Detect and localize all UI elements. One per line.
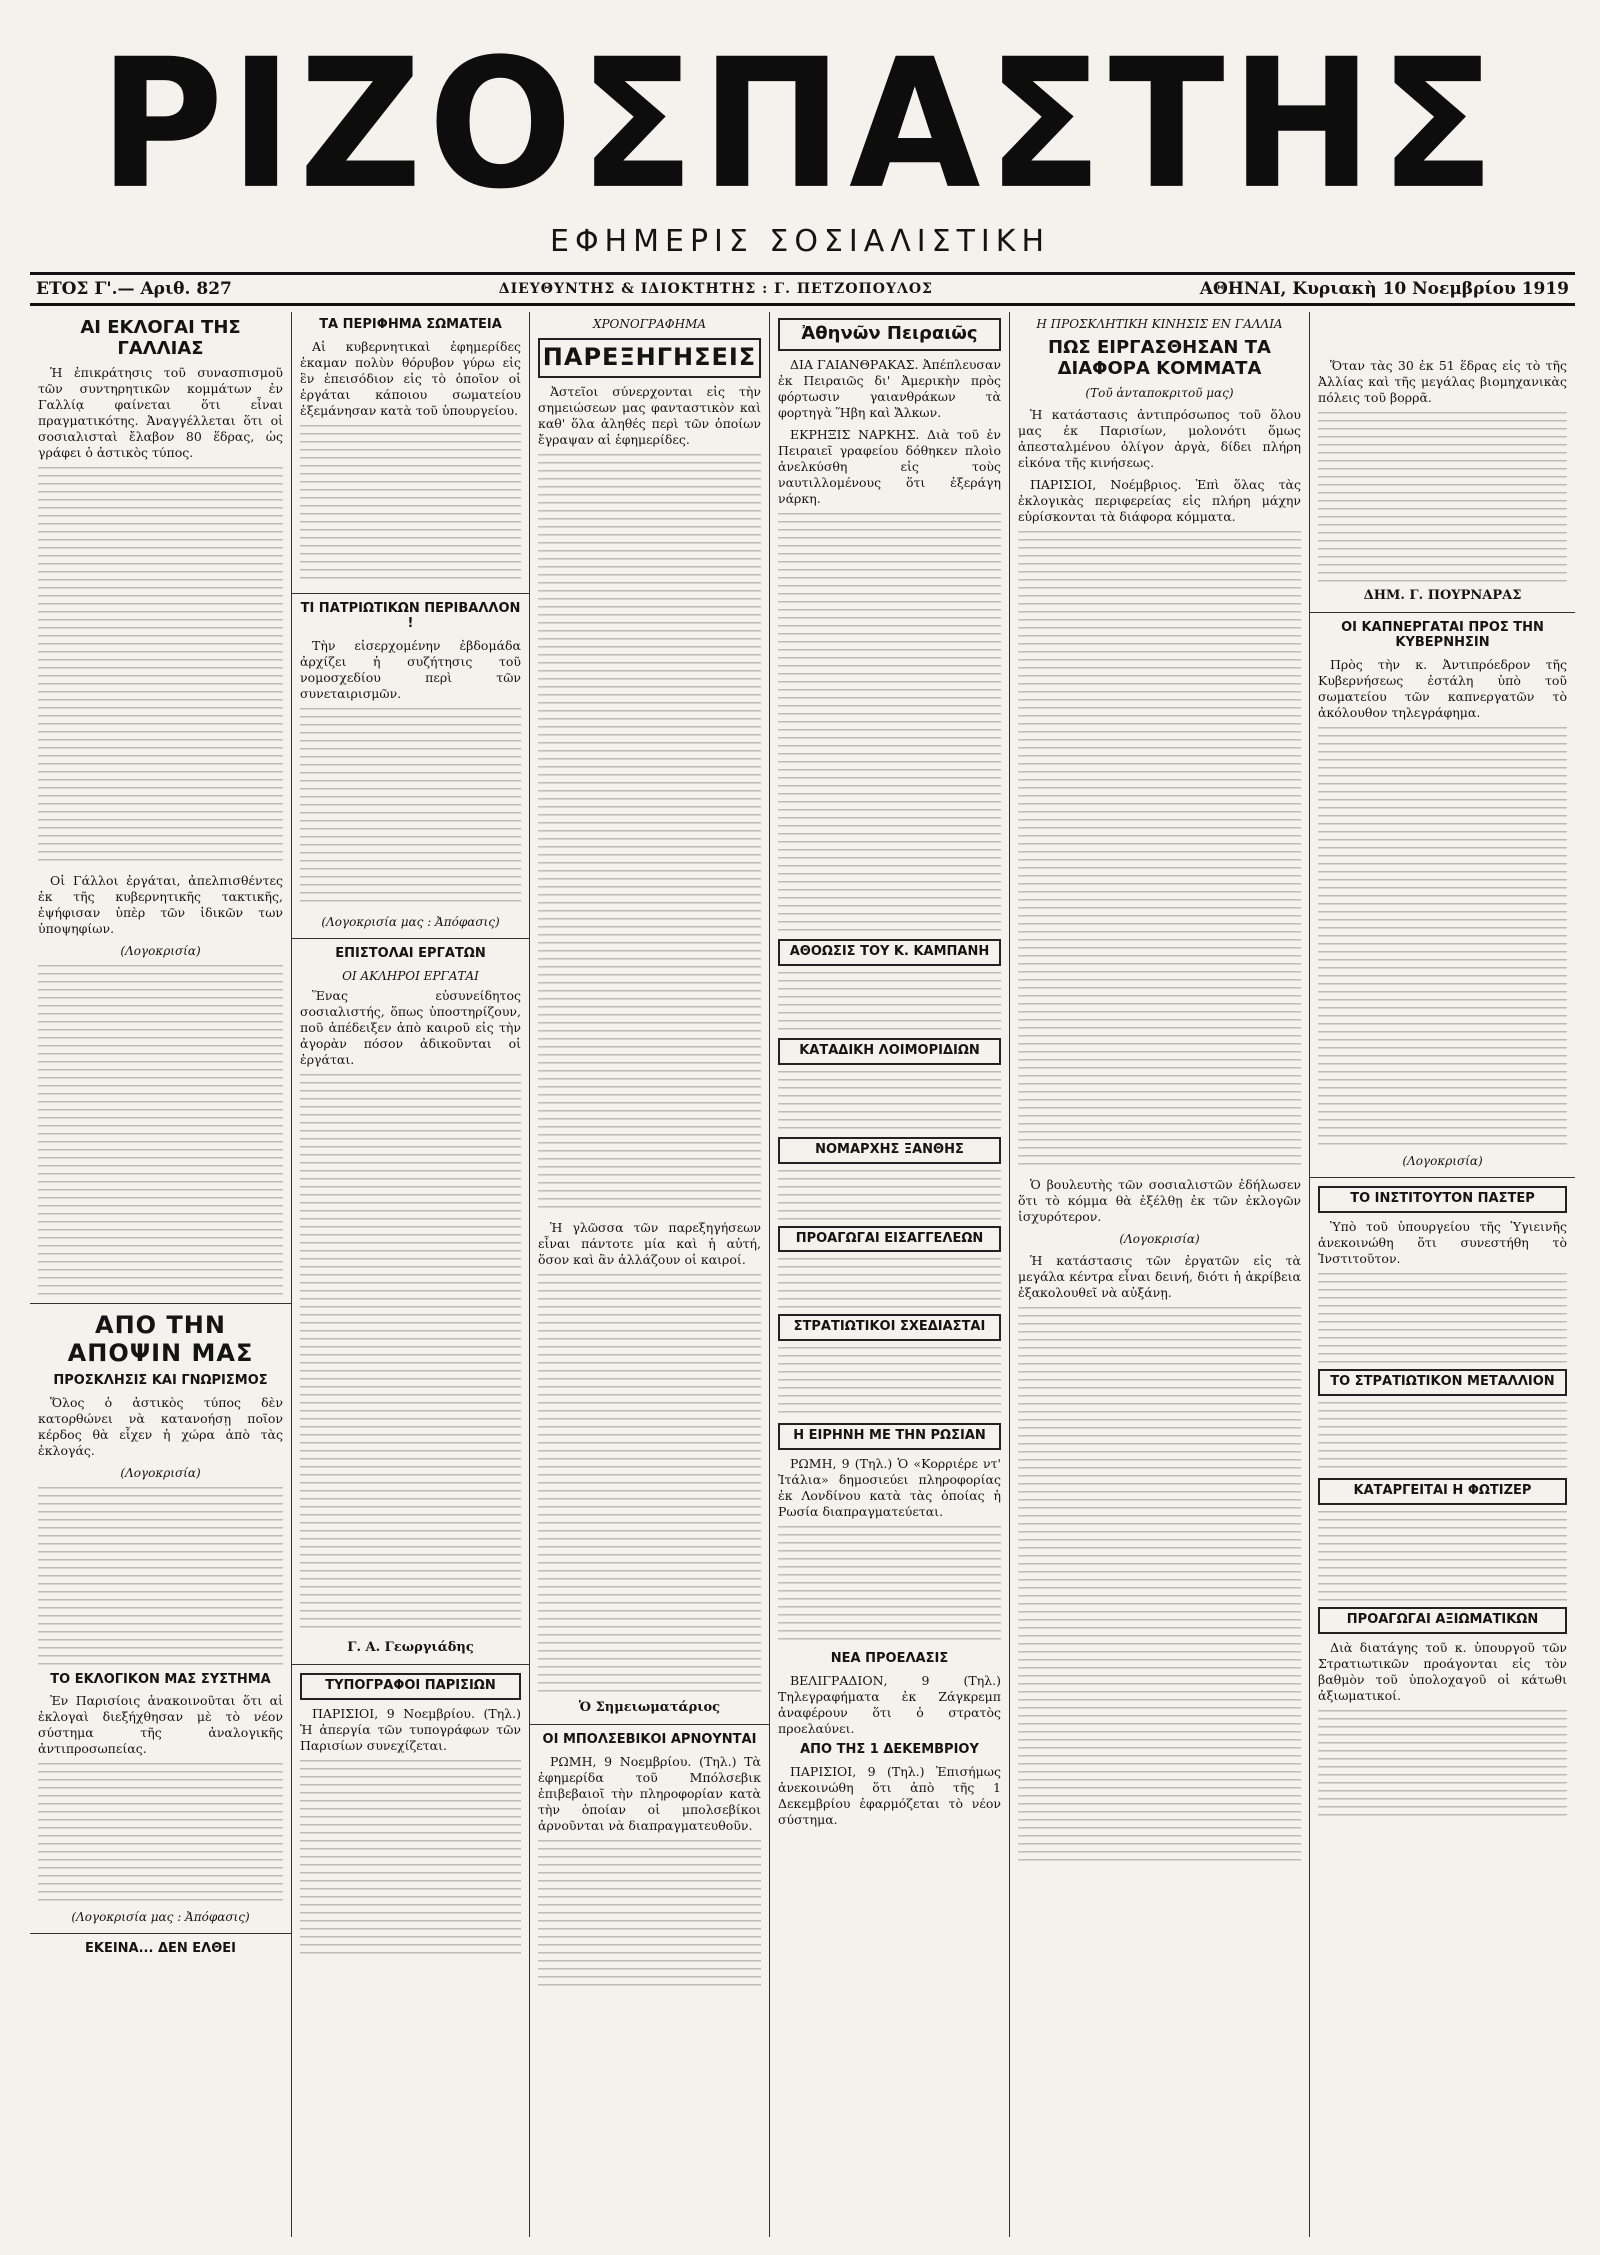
article-heading: ΠΩΣ ΕΙΡΓΑΣΘΗΣΑΝ ΤΑ ΔΙΑΦΟΡΑ ΚΟΜΜΑΤΑ xyxy=(1048,337,1271,379)
article-paragraph: Αἱ κυβερνητικαὶ ἐφημερίδες ἐκαμαν πολὺν θόρυβον γύρω εἰς ἓν ἐπεισόδιον εἰς τὸ ὁποῖον οἱ ἐργάται κάποιου σωματείου ἐξεμάνησαν κατὰ τοῦ ὑπουργείου. xyxy=(300,338,521,418)
divider xyxy=(30,1303,291,1304)
divider xyxy=(1310,612,1575,613)
text-block xyxy=(1318,1273,1567,1363)
text-block xyxy=(778,1170,1001,1220)
text-block xyxy=(1018,1307,1301,1867)
text-block xyxy=(778,972,1001,1032)
text-block xyxy=(300,708,521,908)
article-paragraph: Ἡ ἐπικράτησις τοῦ συνασπισμοῦ τῶν συντηρητικῶν κομμάτων ἐν Γαλλίᾳ φαίνεται ὅτι εἶναι πραγματικότης. Ἀναγγέλλεται ὅτι οἱ σοσιαλισταὶ ἔλαβον 80 ἕδρας, ὡς γράφει ὁ ἀστικὸς τύπος. xyxy=(38,365,283,461)
article-heading: ΠΡΟΑΓΩΓΑΙ ΑΞΙΩΜΑΤΙΚΩΝ xyxy=(1318,1607,1567,1634)
article-heading: ΝΟΜΑΡΧΗΣ ΞΑΝΘΗΣ xyxy=(778,1137,1001,1164)
article-heading: ΤΟ ΣΤΡΑΤΙΩΤΙΚΟΝ ΜΕΤΑΛΛΙΟΝ xyxy=(1318,1369,1567,1396)
text-block xyxy=(778,513,1001,933)
censorship-note: (Λογοκρισία μας : Ἀπόφασις) xyxy=(71,1910,250,1925)
article-paragraph: ΕΚΡΗΞΙΣ ΝΑΡΚΗΣ. Διὰ τοῦ ἐν Πειραιεῖ γραφείου δόθηκεν πλοὶο ἀνελκύσθη εἰς τοὺς ναυτιλλομένους ὅτι ἐξεράγη νάρκη. xyxy=(778,426,1001,506)
issue-number: ΕΤΟΣ Γ'.— Αριθ. 827 xyxy=(36,279,232,299)
text-block xyxy=(778,1258,1001,1308)
divider xyxy=(530,1724,769,1725)
article-paragraph: Ἕνας εὐσυνείδητος σοσιαλιστής, ὅπως ὑποστηρίζουν, ποῦ ἀπέδειξεν ἀπὸ καιροῦ εἰς τὴν ἀγορὰν πόσον ἀδικοῦνται οἱ ἐργάται. xyxy=(300,987,521,1067)
article-paragraph: Πρὸς τὴν κ. Ἀντιπρόεδρον τῆς Κυβερνήσεως ἐστάλη ὑπὸ τοῦ σωματείου τῶν καπνεργατῶν τὸ ἀκόλουθον τηλεγράφημα. xyxy=(1318,656,1567,720)
text-block xyxy=(38,1487,283,1667)
correspondent-note: (Τοῦ ἀνταποκριτοῦ μας) xyxy=(1085,386,1234,401)
divider xyxy=(30,1933,291,1934)
article-paragraph: Ὅλος ὁ ἀστικὸς τύπος δὲν κατορθώνει νὰ κατανοήσῃ ποῖον κέρδος θὰ εἶχεν ἡ χώρα ἀπὸ τὰς ἐκλογάς. xyxy=(38,1394,283,1458)
article-paragraph: ΡΩΜΗ, 9 Νοεμβρίου. (Τηλ.) Τὰ ἐφημερίδα τοῦ Μπόλσεβικ ἐπιβεβαιοῖ τὴν πληροφορίαν κατὰ τὴν ὁποίαν οἱ μπολσεβίκοι ἀρνοῦνται νὰ διαπραγματευθοῦν. xyxy=(538,1753,761,1833)
text-block xyxy=(38,1763,283,1903)
article-heading: ΟΙ ΜΠΟΛΣΕΒΙΚΟΙ ΑΡΝΟΥΝΤΑΙ xyxy=(542,1731,757,1747)
article-paragraph: ΡΩΜΗ, 9 (Τηλ.) Ὁ «Κορριέρε ντ' Ἰτάλια» δημοσιεύει πληροφορίας ἐκ Λονδίνου κατὰ τὰς ὁποίας ἡ Ρωσία διαπραγματεύεται. xyxy=(778,1456,1001,1520)
article-heading: ΑΠΟ ΤΗΣ 1 ΔΕΚΕΜΒΡΙΟΥ xyxy=(800,1742,979,1758)
text-block xyxy=(778,1071,1001,1131)
column-3 xyxy=(530,312,770,2237)
text-block xyxy=(1318,1402,1567,1472)
article-paragraph: Τὴν εἰσερχομένην ἐβδομάδα ἀρχίζει ἡ συζήτησις τοῦ νομοσχεδίου περὶ τῶν συνεταιρισμῶν. xyxy=(300,637,521,701)
text-block xyxy=(538,454,761,1214)
column-4 xyxy=(770,312,1010,2237)
article-paragraph: ΒΕΛΙΓΡΑΔΙΟΝ, 9 (Τηλ.) Τηλεγραφήματα ἐκ Ζάγκρεμπ ἀναφέρουν ὅτι ὁ στρατὸς προελαύνει. xyxy=(778,1673,1001,1737)
article-paragraph: ΠΑΡΙΣΙΟΙ, Νοέμβριος. Ἐπὶ ὅλας τὰς ἐκλογικὰς περιφερείας εἰς πλήρη μάχην εὑρίσκονται τὰ διάφορα κόμματα. xyxy=(1018,477,1301,525)
article-heading: ΑΠΟ ΤΗΝ ΑΠΟΨΙΝ ΜΑΣ xyxy=(67,1311,254,1367)
text-block xyxy=(1318,1710,1567,1820)
article-heading: ΚΑΤΑΔΙΚΗ ΛΟΙΜΟΡΙΔΙΩΝ xyxy=(778,1038,1001,1065)
text-block xyxy=(38,467,283,867)
text-block xyxy=(1318,412,1567,582)
text-block xyxy=(38,965,283,1295)
article-heading: Η ΕΙΡΗΝΗ ΜΕ ΤΗΝ ΡΩΣΙΑΝ xyxy=(778,1423,1001,1450)
article-heading: ΟΙ ΚΑΠΝΕΡΓΑΤΑΙ ΠΡΟΣ ΤΗΝ ΚΥΒΕΡΝΗΣΙΝ xyxy=(1341,620,1544,650)
issue-info-bar xyxy=(30,272,1575,306)
column-1 xyxy=(30,312,292,2237)
article-paragraph: Ὑπὸ τοῦ ὑπουργείου τῆς Ὑγιεινῆς ἀνεκοινώθη ὅτι συνεστήθη τὸ Ἰνστιτοῦτον. xyxy=(1318,1218,1567,1266)
article-heading: ΕΠΙΣΤΟΛΑΙ ΕΡΓΑΤΩΝ xyxy=(335,945,486,961)
text-block xyxy=(778,1347,1001,1417)
article-heading: Ἀθηνῶν Πειραιῶς xyxy=(778,318,1001,351)
article-paragraph: ΠΑΡΙΣΙΟΙ, 9 Νοεμβρίου. (Τηλ.) Ἡ ἀπεργία τῶν τυπογράφων τῶν Παρισίων συνεχίζεται. xyxy=(300,1705,521,1753)
divider xyxy=(292,938,529,939)
newspaper-subtitle: ΕΦΗΜΕΡΙΣ ΣΟΣΙΑΛΙΣΤΙΚΗ xyxy=(549,224,1051,259)
section-kicker: Η ΠΡΟΣΚΛΗΤΙΚΗ ΚΙΝΗΣΙΣ ΕΝ ΓΑΛΛΙΑ xyxy=(1036,317,1283,331)
column-2 xyxy=(292,312,530,2237)
article-paragraph: Ὅταν τὰς 30 ἐκ 51 ἕδρας εἰς τὸ τῆς Ἀλλίας καὶ τῆς μεγάλας βιομηχανικὰς πόλεις τοῦ βορρᾶ. xyxy=(1318,358,1567,405)
article-heading: ΤΟ ΙΝΣΤΙΤΟΥΤΟΝ ΠΑΣΤΕΡ xyxy=(1318,1186,1567,1213)
article-paragraph: ΔΙΑ ΓΑΙΑΝΘΡΑΚΑΣ. Ἀπέπλευσαν ἐκ Πειραιῶς δι' Ἀμερικὴν πρὸς φόρτωσιν γαιανθράκων τὰ φορτηγὰ Ἥβη καὶ Ἄλκων. xyxy=(778,356,1001,420)
article-columns xyxy=(30,312,1575,2237)
censorship-note: (Λογοκρισία) xyxy=(120,944,201,959)
article-heading: ΚΑΤΑΡΓΕΙΤΑΙ Η ΦΩΤΙΖΕΡ xyxy=(1318,1478,1567,1505)
author-signature: ΔΗΜ. Γ. ΠΟΥΡΝΑΡΑΣ xyxy=(1363,588,1522,603)
article-heading: ΤΑ ΠΕΡΙΦΗΜΑ ΣΩΜΑΤΕΙΑ xyxy=(319,317,502,332)
censorship-note: (Λογοκρισία μας : Ἀπόφασις) xyxy=(321,914,500,929)
article-heading: ΑΙ ΕΚΛΟΓΑΙ ΤΗΣ ΓΑΛΛΙΑΣ xyxy=(80,317,241,359)
article-heading: ΤΟ ΕΚΛΟΓΙΚΟΝ ΜΑΣ ΣΥΣΤΗΜΑ xyxy=(50,1671,271,1687)
article-kicker: ΠΡΟΣΚΛΗΣΙΣ ΚΑΙ ΓΝΩΡΙΣΜΟΣ xyxy=(53,1372,268,1388)
newspaper-title: ΡΙΖΟΣΠΑΣΤΗΣ xyxy=(98,21,1502,229)
article-paragraph: Ἡ γλῶσσα τῶν παρεξηγήσεων εἶναι πάντοτε μία καὶ ἡ αὐτή, ὅσον καὶ ἂν ἀλλάζουν οἱ καιροί. xyxy=(538,1219,761,1267)
column-5 xyxy=(1010,312,1310,2237)
section-kicker: ΧΡΟΝΟΓΡΑΦΗΜΑ xyxy=(592,317,707,331)
text-block xyxy=(538,1840,761,1990)
article-heading: ΠΡΟΑΓΩΓΑΙ ΕΙΣΑΓΓΕΛΕΩΝ xyxy=(778,1226,1001,1253)
author-signature: Γ. Α. Γεωργιάδης xyxy=(347,1639,474,1655)
article-heading: ΑΘΟΩΣΙΣ ΤΟΥ Κ. ΚΑΜΠΑΝΗ xyxy=(778,939,1001,966)
article-paragraph: Ἡ κατάστασις ἀντιπρόσωπος τοῦ ὅλου μας ἐκ Παρισίων, μολονότι ὅμως ἀπεσταλμένου ὀλίγον ἀργὰ, δίδει πλήρη εἰκόνα τῆς κινήσεως. xyxy=(1018,407,1301,471)
text-block xyxy=(1318,1511,1567,1601)
divider xyxy=(1310,1177,1575,1178)
text-block xyxy=(300,425,521,585)
text-block xyxy=(300,1074,521,1634)
masthead xyxy=(0,21,1600,259)
article-paragraph: Ἡ κατάστασις τῶν ἐργατῶν εἰς τὰ μεγάλα κέντρα εἶναι δεινή, διότι ἡ ἀκρίβεια ἐξακολουθεῖ νὰ αὐξάνῃ. xyxy=(1018,1253,1301,1301)
censorship-note: (Λογοκρισία) xyxy=(120,1465,201,1480)
author-signature: Ὁ Σημειωματάριος xyxy=(578,1699,721,1715)
article-paragraph: Διὰ διατάγης τοῦ κ. ὑπουργοῦ τῶν Στρατιωτικῶν προάγονται εἰς τὸν βαθμὸν τοῦ ὑπολοχαγοῦ οἱ κάτωθι ἀξιωματικοί. xyxy=(1318,1639,1567,1703)
article-heading: ΣΤΡΑΤΙΩΤΙΚΟΙ ΣΧΕΔΙΑΣΤΑΙ xyxy=(778,1314,1001,1341)
censorship-note: (Λογοκρισία) xyxy=(1119,1232,1200,1247)
censorship-note: (Λογοκρισία) xyxy=(1402,1153,1483,1168)
article-kicker: ΟΙ ΑΚΛΗΡΟΙ ΕΡΓΑΤΑΙ xyxy=(342,968,479,983)
text-block xyxy=(538,1274,761,1694)
article-paragraph: Ἀστεῖοι σύνερχονται εἰς τὴν σημειώσεων μας φανταστικὸν καὶ καθ' ὅλα ἀληθές περὶ τῶν ὁποίων ἔγραψαν αἱ ἐφημερίδες. xyxy=(538,383,761,447)
article-paragraph: Οἱ Γάλλοι ἐργάται, ἀπελπισθέντες ἐκ τῆς κυβερνητικῆς τακτικῆς, ἐψήφισαν ὑπὲρ τῶν ἰδικῶν των ὑποψηφίων. xyxy=(38,873,283,937)
article-heading: ΤΥΠΟΓΡΑΦΟΙ ΠΑΡΙΣΙΩΝ xyxy=(300,1673,521,1700)
text-block xyxy=(1018,531,1301,1171)
article-heading: ΠΑΡΕΞΗΓΗΣΕΙΣ xyxy=(538,338,761,378)
divider xyxy=(292,1664,529,1665)
text-block xyxy=(1318,727,1567,1147)
column-6 xyxy=(1310,312,1575,2237)
text-block xyxy=(300,1760,521,1960)
text-block xyxy=(778,1526,1001,1646)
article-paragraph: Ὁ βουλευτὴς τῶν σοσιαλιστῶν ἐδήλωσεν ὅτι τὸ κόμμα θὰ ἐξέλθῃ ἐκ τῶν ἐκλογῶν ἰσχυρότερον. xyxy=(1018,1177,1301,1225)
article-paragraph: ΠΑΡΙΣΙΟΙ, 9 (Τηλ.) Ἐπισήμως ἀνεκοινώθη ὅτι ἀπὸ τῆς 1 Δεκεμβρίου ἐφαρμόζεται τὸ νέον σύστημα. xyxy=(778,1764,1001,1828)
article-heading: ΤΙ ΠΑΤΡΙΩΤΙΚΩΝ ΠΕΡΙΒΑΛΛΟΝ ! xyxy=(300,600,521,631)
issue-date: ΑΘΗΝΑΙ, Κυριακὴ 10 Νοεμβρίου 1919 xyxy=(1199,279,1569,299)
director-line: ΔΙΕΥΘΥΝΤΗΣ & ΙΔΙΟΚΤΗΤΗΣ : Γ. ΠΕΤΖΟΠΟΥΛΟΣ xyxy=(498,281,933,297)
article-heading: ΕΚΕΙΝΑ... ΔΕΝ ΕΛΘΕΙ xyxy=(84,1941,236,1957)
divider xyxy=(292,593,529,594)
article-paragraph: Ἐν Παρισίοις ἀνακοινοῦται ὅτι αἱ ἐκλογαὶ διεξήχθησαν μὲ τὸ νέον σύστημα τῆς ἀναλογικῆς ἀντιπροσωπείας. xyxy=(38,1693,283,1757)
article-heading: ΝΕΑ ΠΡΟΕΛΑΣΙΣ xyxy=(830,1651,949,1667)
